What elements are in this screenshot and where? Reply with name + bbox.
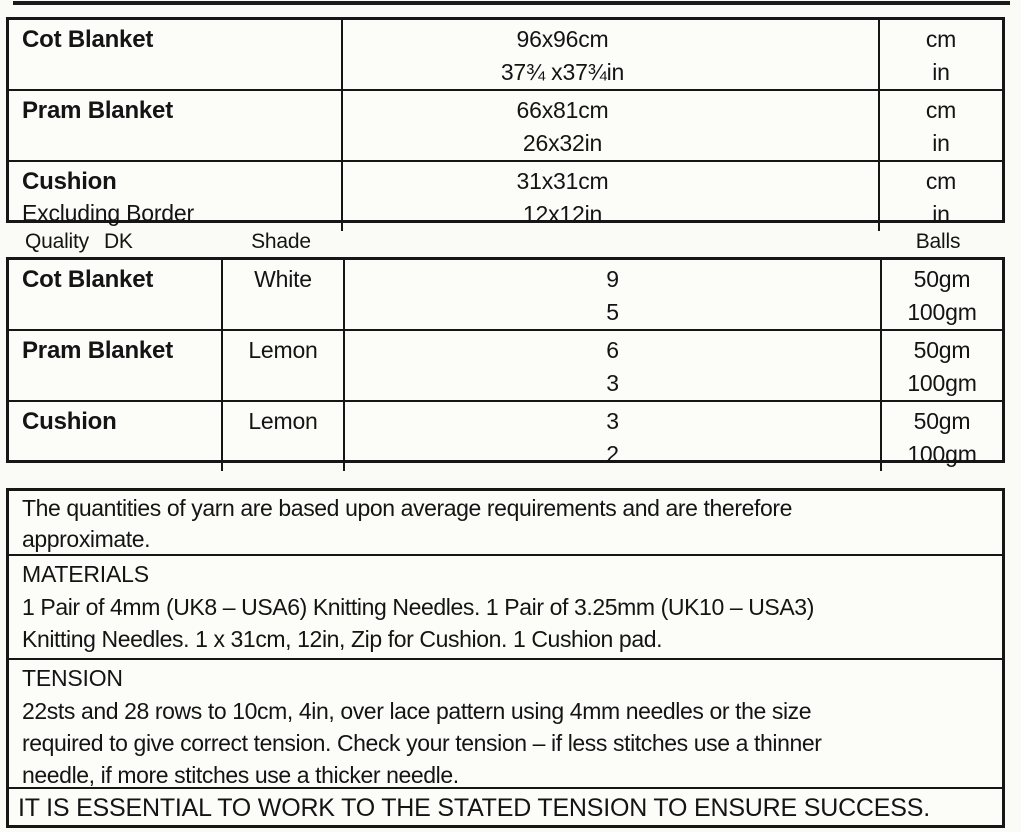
yarn-row-cushion — [9, 400, 1002, 471]
size-values-cell — [341, 162, 878, 231]
quality-value: DK — [103, 230, 133, 253]
size-cm-value: 31x31cm — [516, 168, 609, 194]
item-note: Excluding Border — [22, 200, 194, 226]
item-name: Cot Blanket — [22, 26, 154, 53]
yarn-row-pram-blanket — [9, 329, 1002, 400]
tension-heading: TENSION — [22, 665, 123, 691]
ball-size-cell — [880, 402, 1002, 471]
ball-50gm-label: 50gm — [913, 408, 971, 434]
ball-size-cell — [880, 331, 1002, 400]
quality-label: Quality — [25, 230, 89, 253]
item-cell — [9, 402, 221, 471]
item-name: Pram Blanket — [22, 97, 173, 124]
scan-edge-artifact — [13, 1, 1010, 5]
unit-in-label: in — [932, 130, 950, 156]
unit-cm-label: cm — [925, 168, 957, 194]
ball-size-cell — [880, 260, 1002, 329]
qty-50gm-value: 9 — [606, 266, 619, 292]
sizes-table — [6, 17, 1005, 227]
unit-in-label: in — [932, 201, 950, 227]
essential-tension-notice — [9, 787, 1002, 825]
item-cell — [9, 162, 341, 231]
tension-line: required to give correct tension. Check your tension – if less stitches use a thinner — [22, 730, 822, 756]
note-line: The quantities of yarn are based upon average requirements and are therefore — [22, 495, 792, 521]
notes-block — [6, 488, 1005, 828]
tension-line: 22sts and 28 rows to 10cm, 4in, over lace pattern using 4mm needles or the size — [22, 698, 812, 724]
size-in-value: 12x12in — [522, 201, 603, 227]
sizes-row-cot-blanket — [9, 20, 1002, 89]
shade-cell: Lemon — [221, 331, 343, 400]
shade-cell: White — [221, 260, 343, 329]
item-cell — [9, 20, 341, 89]
qty-50gm-value: 6 — [606, 337, 619, 363]
tension-line: needle, if more stitches use a thicker needle. — [22, 762, 459, 787]
item-name: Pram Blanket — [22, 337, 173, 364]
item-cell — [9, 331, 221, 400]
unit-in-label: in — [932, 59, 950, 85]
ball-100gm-label: 100gm — [907, 299, 977, 325]
size-in-value: 37¾ x37¾in — [500, 59, 625, 85]
ball-100gm-label: 100gm — [907, 441, 977, 467]
note-line: approximate. — [22, 526, 151, 552]
shade-header: Shade — [251, 230, 311, 253]
qty-50gm-value: 3 — [606, 408, 619, 434]
quantity-cell — [343, 402, 880, 471]
quantity-cell — [343, 260, 880, 329]
unit-cell — [878, 162, 1002, 231]
unit-cell — [878, 91, 1002, 160]
materials-line: Knitting Needles. 1 x 31cm, 12in, Zip for Cushion. 1 Cushion pad. — [22, 626, 663, 652]
size-in-value: 26x32in — [522, 130, 603, 156]
ball-100gm-label: 100gm — [907, 370, 977, 396]
quality-header — [25, 230, 133, 254]
size-values-cell — [341, 91, 878, 160]
size-cm-value: 96x96cm — [516, 26, 609, 52]
yarn-table-header — [6, 230, 1005, 256]
yarn-table — [6, 257, 1005, 467]
qty-100gm-value: 5 — [606, 299, 619, 325]
unit-cm-label: cm — [925, 97, 957, 123]
unit-cm-label: cm — [925, 26, 957, 52]
unit-cell — [878, 20, 1002, 89]
ball-50gm-label: 50gm — [913, 266, 971, 292]
item-name: Cot Blanket — [22, 266, 154, 293]
tension-section — [9, 658, 1002, 787]
qty-100gm-value: 3 — [606, 370, 619, 396]
size-cm-value: 66x81cm — [516, 97, 609, 123]
size-values-cell — [341, 20, 878, 89]
qty-100gm-value: 2 — [606, 441, 619, 467]
sizes-row-cushion — [9, 160, 1002, 231]
sizes-row-pram-blanket — [9, 89, 1002, 160]
balls-header: Balls — [915, 230, 961, 253]
quantity-cell — [343, 331, 880, 400]
essential-text: IT IS ESSENTIAL TO WORK TO THE STATED TENSION TO ENSURE SUCCESS. — [18, 794, 930, 822]
materials-section — [9, 554, 1002, 658]
materials-line: 1 Pair of 4mm (UK8 – USA6) Knitting Needles. 1 Pair of 3.25mm (UK10 – USA3) — [22, 594, 814, 620]
item-cell — [9, 260, 221, 329]
yarn-quantities-note — [9, 491, 1002, 554]
item-name: Cushion — [22, 408, 117, 435]
materials-heading: MATERIALS — [22, 561, 149, 587]
ball-50gm-label: 50gm — [913, 337, 971, 363]
yarn-row-cot-blanket — [9, 260, 1002, 329]
item-name: Cushion — [22, 168, 117, 195]
item-cell — [9, 91, 341, 160]
shade-cell: Lemon — [221, 402, 343, 471]
